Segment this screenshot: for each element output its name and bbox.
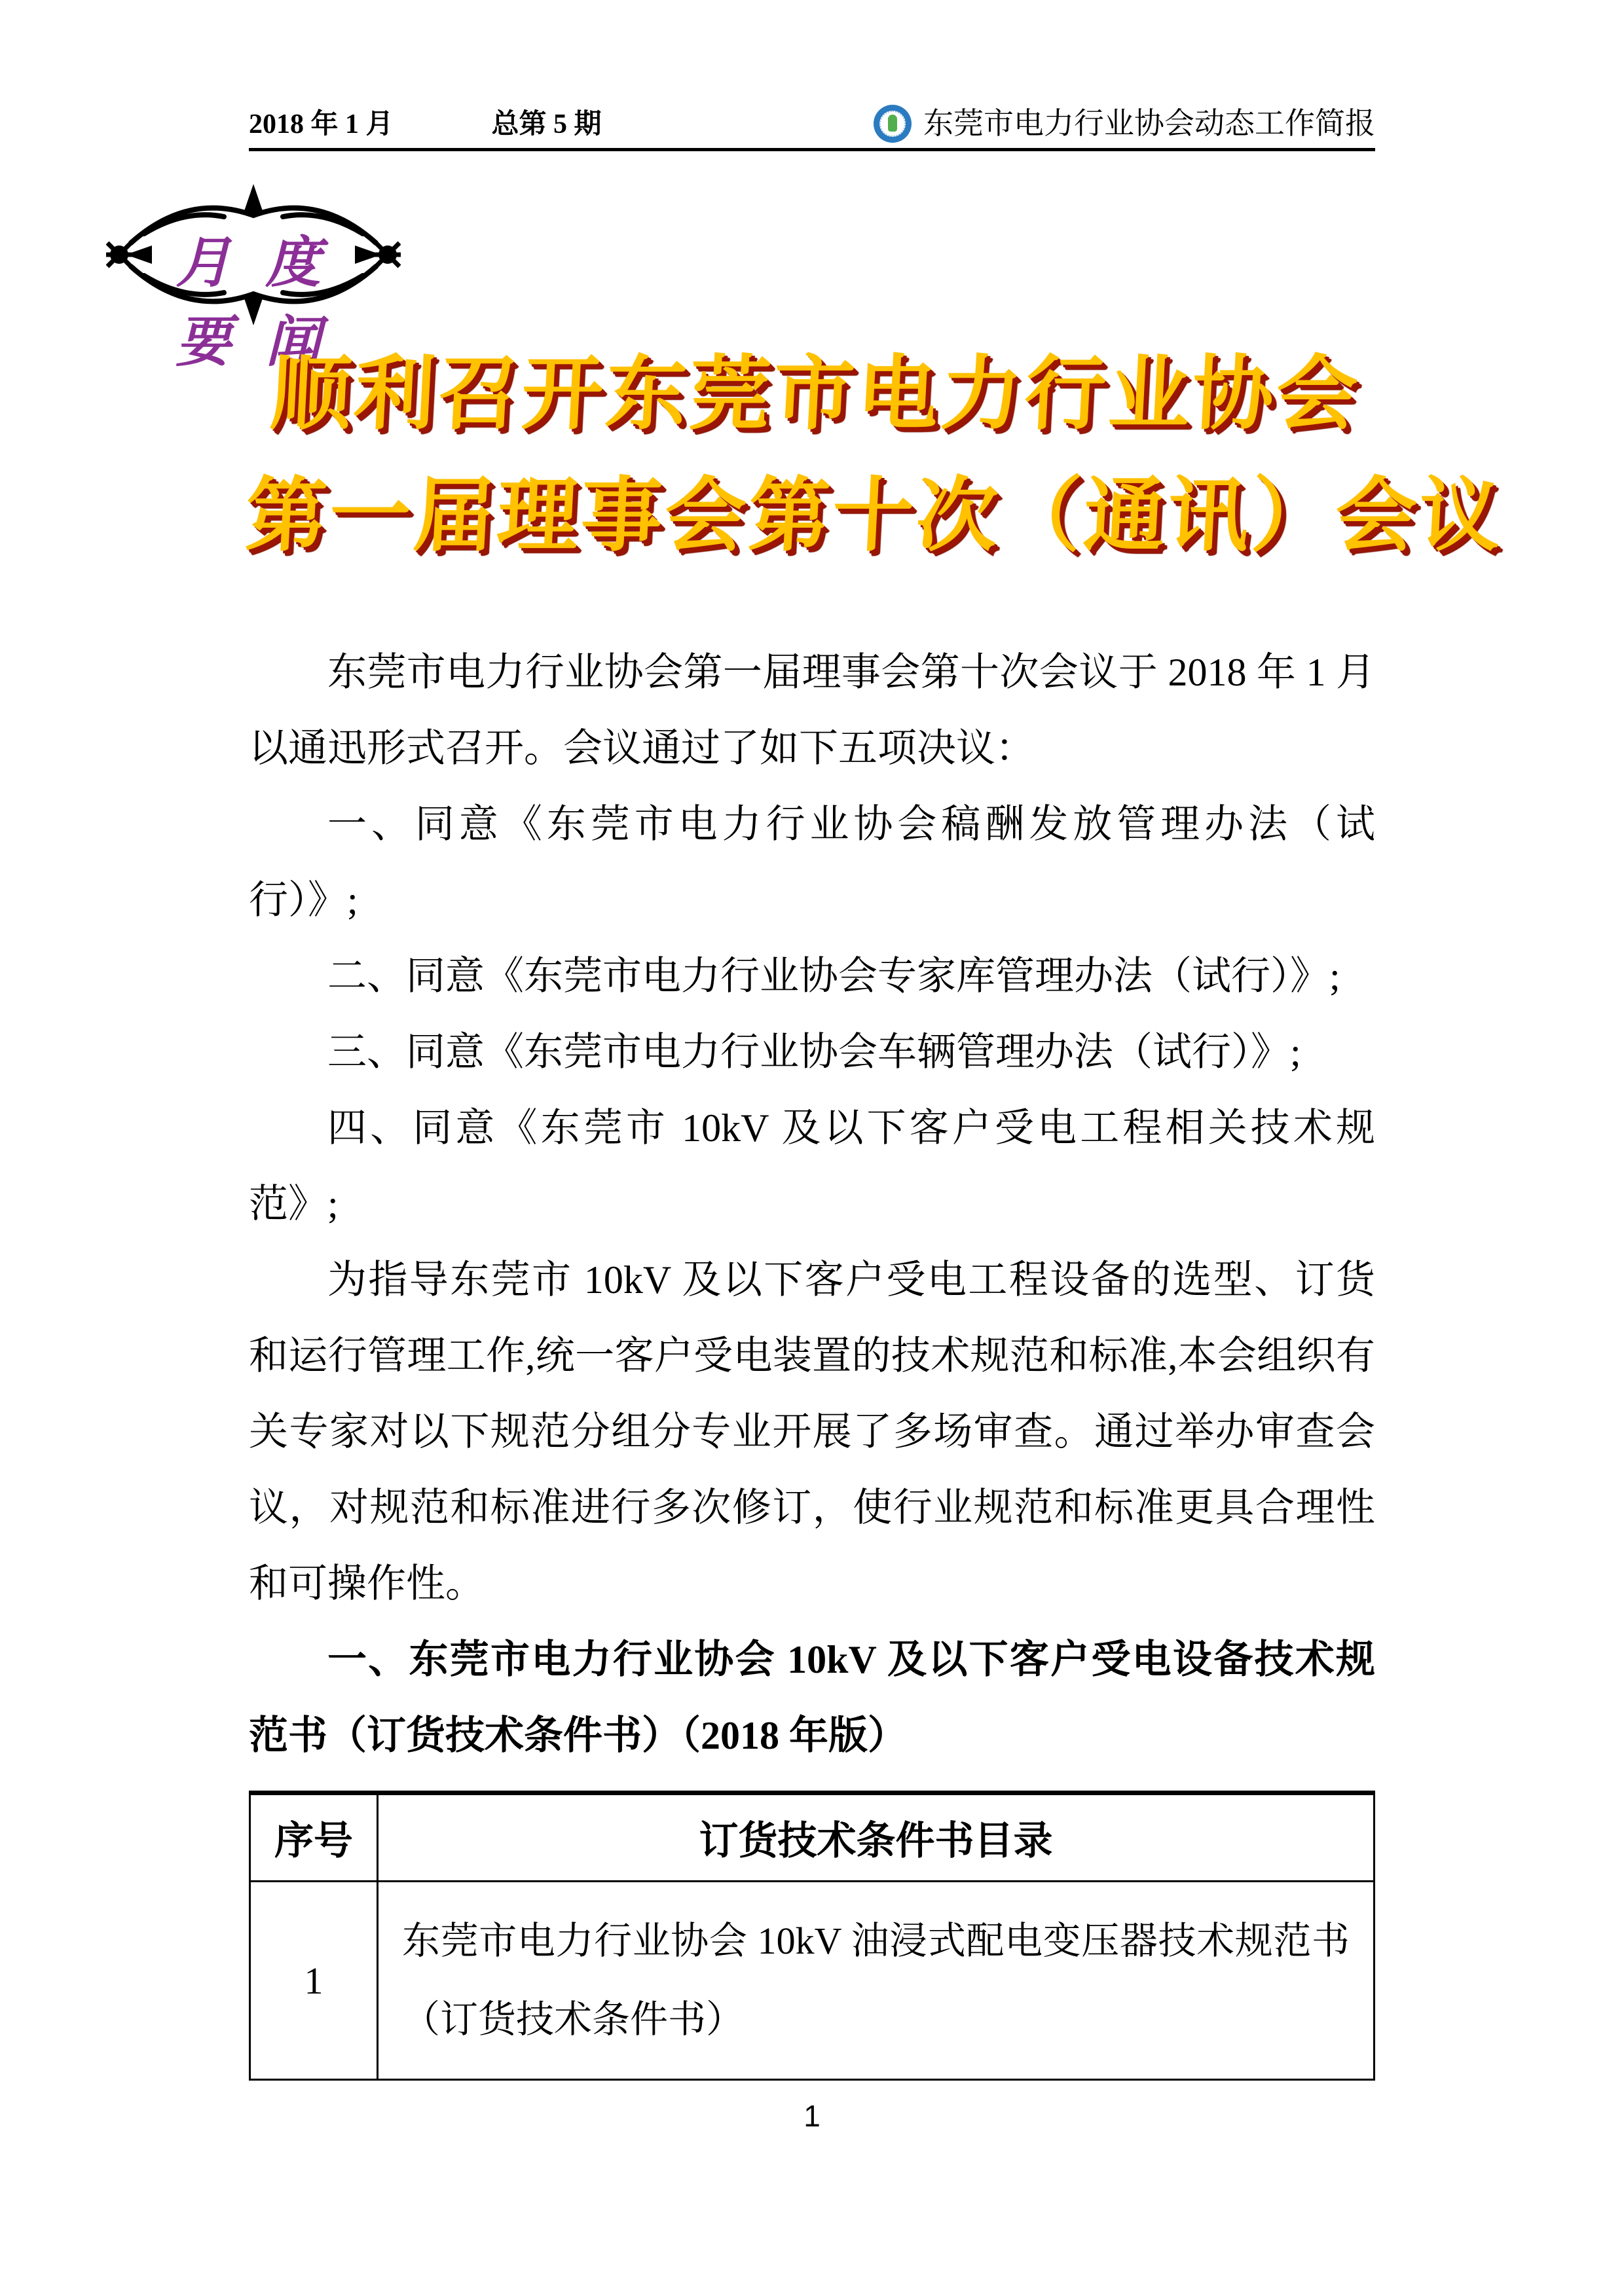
page-number: 1	[803, 2099, 821, 2133]
monthly-news-seal	[106, 183, 401, 373]
section-heading: 一、东莞市电力行业协会 10kV 及以下客户受电设备技术规范书（订货技术条件书）（2018 年版）	[249, 1638, 1375, 1757]
paragraph: 四、同意《东莞市 10kV 及以下客户受电工程相关技术规范》;	[249, 1106, 1375, 1226]
row-catalog-cell: 东莞市电力行业协会 10kV 油浸式配电变压器技术规范书（订货技术条件书）	[378, 1882, 1375, 2080]
publication-title: 东莞市电力行业协会动态工作简报	[923, 107, 1375, 140]
headline-line-2: 第一届理事会第十次（通讯）会议	[243, 471, 1505, 561]
row-number-cell: 1	[250, 1882, 378, 2080]
paragraph: 东莞市电力行业协会第一届理事会第十次会议于 2018 年 1 月以通迅形式召开。会议通过了如下五项决议：	[249, 651, 1375, 770]
masthead-rule	[249, 148, 1375, 151]
association-bulb-logo-icon	[874, 105, 912, 143]
paragraph: 二、同意《东莞市电力行业协会专家库管理办法（试行）》;	[327, 955, 1340, 998]
content-column	[175, 105, 1505, 2081]
paragraph: 三、同意《东莞市电力行业协会车辆管理办法（试行）》;	[327, 1030, 1301, 1074]
masthead-brand	[874, 105, 1375, 143]
masthead	[249, 105, 1375, 143]
headline-line-1: 顺利召开东莞市电力行业协会	[268, 349, 1363, 439]
issue-date: 2018 年 1 月	[249, 109, 394, 139]
column-header-catalog: 订货技术条件书目录	[378, 1793, 1375, 1882]
seal-text: 月 度 要 闻	[175, 233, 331, 373]
paragraph: 一、同意《东莞市电力行业协会稿酬发放管理办法（试行）》;	[249, 803, 1375, 922]
paragraph: 为指导东莞市 10kV 及以下客户受电工程设备的选型、订货和运行管理工作,统一客户受电装置的技术规范和标准,本会组织有关专家对以下规范分组分专业开展了多场审查。通过举办审查会议，对规范和标准进行多次修订，使行业规范和标准更具合理性和可操作性。	[249, 1258, 1375, 1605]
catalog-table	[249, 1791, 1375, 2081]
issue-number: 总第 5 期	[491, 109, 602, 139]
article-body	[249, 634, 1375, 1774]
article-headline	[242, 333, 1505, 577]
table-row	[250, 1882, 1375, 2080]
column-header-number: 序号	[250, 1793, 378, 1882]
table-header-row	[250, 1793, 1375, 1882]
masthead-issue-info	[249, 106, 602, 143]
